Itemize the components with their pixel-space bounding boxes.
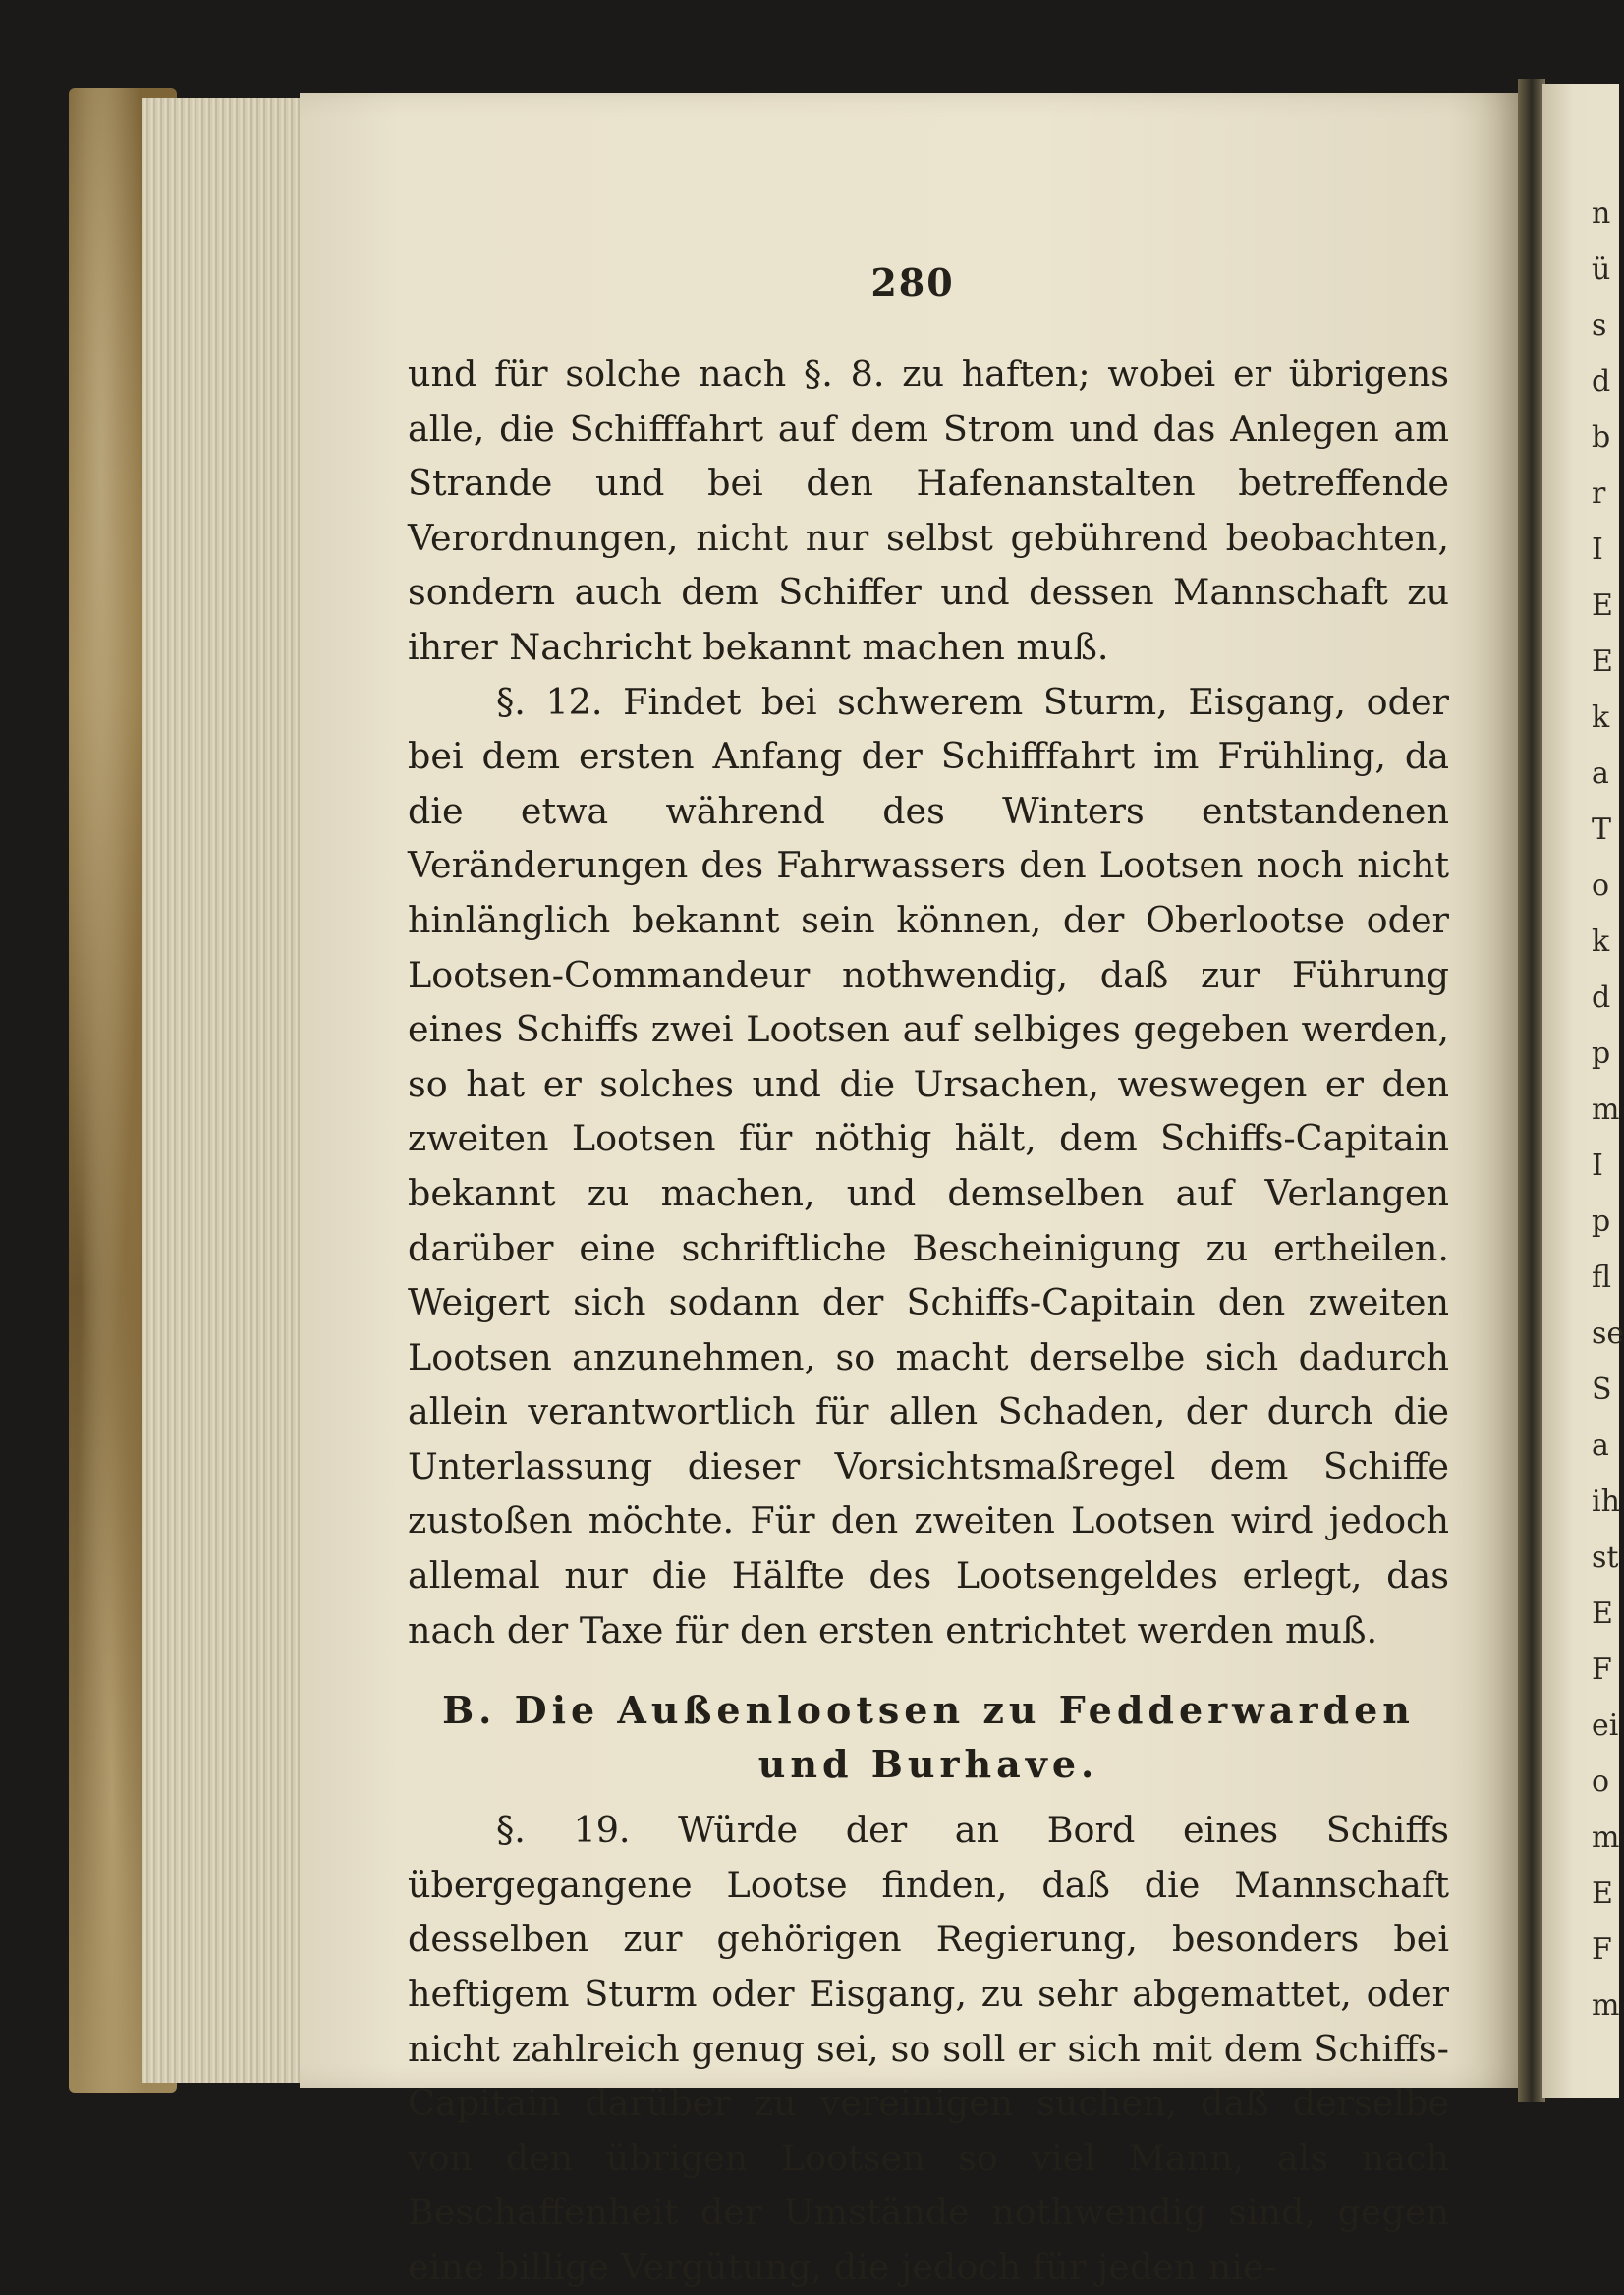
- right-page-letter: fl: [1592, 1260, 1612, 1295]
- right-page-letter: n: [1592, 196, 1611, 231]
- page-number: 280: [870, 260, 955, 305]
- right-page-letter: d: [1592, 364, 1611, 399]
- right-page-letter: a: [1592, 756, 1609, 791]
- right-page-letter: p: [1592, 1036, 1611, 1071]
- right-page-letter: b: [1592, 420, 1611, 455]
- right-page-letter: m: [1592, 1092, 1620, 1127]
- right-page-letter: k: [1592, 924, 1610, 959]
- right-page-letter: ü: [1592, 252, 1611, 287]
- section-heading: B. Die Außenlootsen zu Fedderwarden und Burhave.: [442, 1688, 1415, 1787]
- right-page-letter: k: [1592, 700, 1610, 735]
- right-page-letter: o: [1592, 868, 1610, 903]
- right-page-letter: E: [1592, 644, 1613, 679]
- right-page-letter: st: [1592, 1540, 1619, 1575]
- right-page-letter: ei: [1592, 1708, 1619, 1743]
- right-page-letter: p: [1592, 1204, 1611, 1239]
- right-page-letter: m: [1592, 1820, 1620, 1855]
- right-page-letter: ih: [1592, 1484, 1620, 1519]
- page-text: [408, 347, 1449, 2295]
- right-page-letter: I: [1592, 1148, 1603, 1183]
- page-edges: [142, 98, 309, 2083]
- right-page-letter: se: [1592, 1316, 1624, 1351]
- right-page-edge: [1542, 84, 1624, 2098]
- right-page-letter: o: [1592, 1764, 1610, 1799]
- right-page-letter: r: [1592, 476, 1606, 511]
- left-page: [300, 93, 1523, 2288]
- right-page-letter: a: [1592, 1428, 1609, 1463]
- right-page-letter: F: [1592, 1932, 1612, 1967]
- right-page-letter: E: [1592, 1596, 1613, 1631]
- right-page-letter: E: [1592, 588, 1613, 623]
- paragraph-2: §. 12. Findet bei schwerem Sturm, Eisgang, oder bei dem ersten Anfang der Schifffahrt im Frühling, da die etwa während des Winters entstandenen Veränderungen des Fahrwassers den Lootsen noch nicht hinlänglich bekannt sein können, der Oberlootse oder Lootsen-Commandeur nothwendig, daß zur Führung eines Schiffs zwei Lootsen auf selbiges gegeben werden, so hat er solches und die Ursachen, weswegen er den zweiten Lootsen für nöthig hält, dem Schiffs-Capitain bekannt zu machen, und demselben auf Verlangen darüber eine schriftliche Bescheinigung zu ertheilen. Weigert sich sodann der Schiffs-Capitain den zweiten Lootsen anzunehmen, so macht derselbe sich dadurch allein verantwortlich für allen Schaden, der durch die Unterlassung dieser Vorsichtsmaßregel dem Schiffe zustoßen möchte. Für den zweiten Lootsen wird jedoch allemal nur die Hälfte des Lootsengeldes erlegt, das nach der Taxe für den ersten entrichtet werden muß.: [408, 680, 1449, 1651]
- right-page-letter: E: [1592, 1876, 1613, 1911]
- right-page-letter: I: [1592, 532, 1603, 567]
- book-gutter: [1518, 79, 1545, 2102]
- right-page-letter: s: [1592, 308, 1607, 343]
- right-page-letter: F: [1592, 1652, 1612, 1687]
- paragraph-1: und für solche nach §. 8. zu haften; wobei er übrigens alle, die Schifffahrt auf dem Strom und das Anlegen am Strande und bei den Hafenanstalten betreffende Verordnungen, nicht nur selbst gebührend beobachten, sondern auch dem Schiffer und dessen Mannschaft zu ihrer Nachricht bekannt machen muß.: [408, 353, 1449, 668]
- right-page-letter: T: [1592, 812, 1612, 847]
- right-page-letter: S: [1592, 1372, 1612, 1407]
- right-page-letter: d: [1592, 980, 1611, 1015]
- right-page-letter: m: [1592, 1988, 1620, 2023]
- paragraph-3: §. 19. Würde der an Bord eines Schiffs übergegangene Lootse finden, daß die Mannschaft desselben zur gehörigen Regierung, besonders bei heftigem Sturm oder Eisgang, zu sehr abgemattet, oder nicht zahlreich genug sei, so soll er sich mit dem Schiffs-Capitain darüber zu vereinigen suchen, daß derselbe von den übrigen Lootsen so viel Mann, als nach Beschaffenheit der Umstände nothwendig sind, gegen eine billige Vergütung, die jedoch für jeden nie-: [408, 1809, 1449, 2288]
